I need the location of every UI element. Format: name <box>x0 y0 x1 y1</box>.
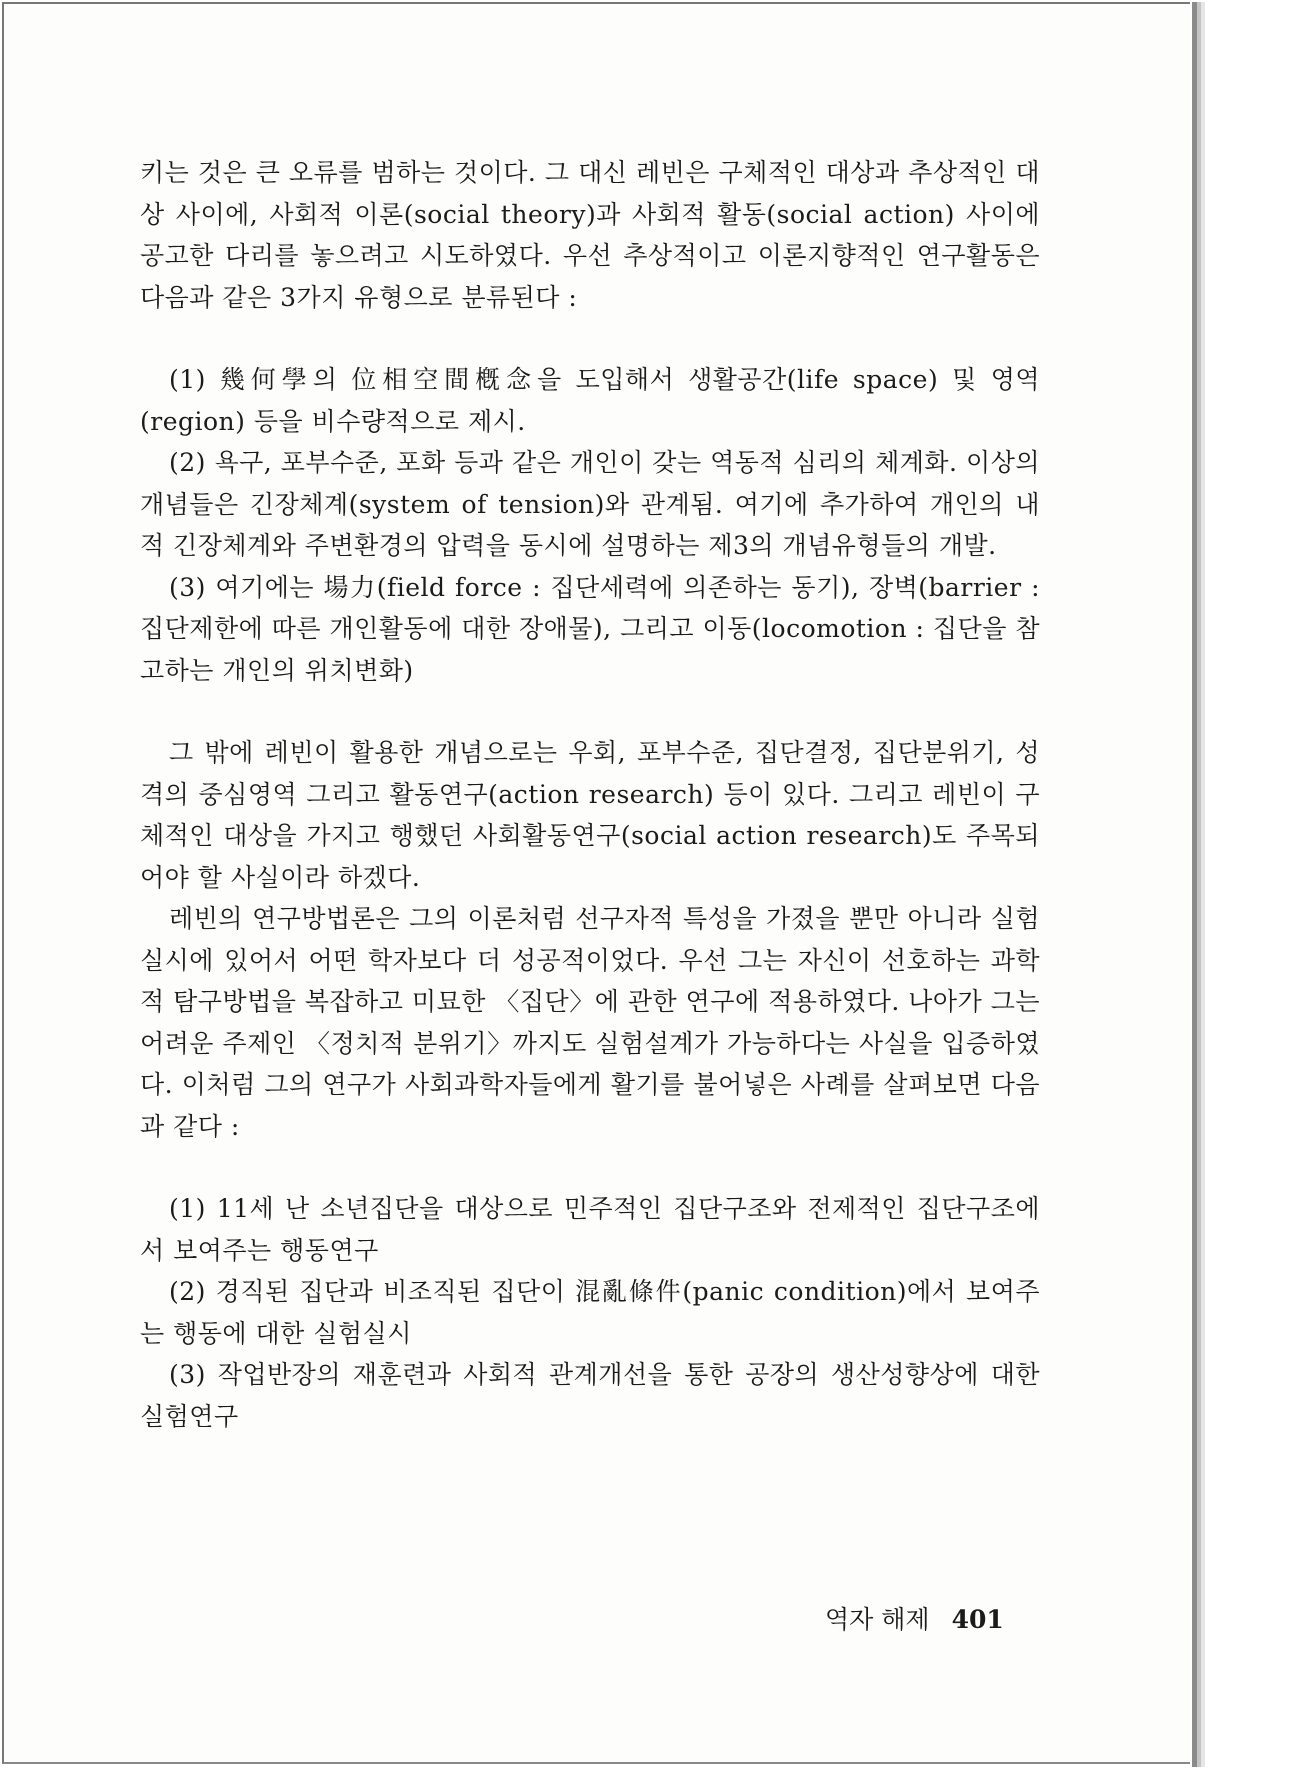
list-item: (1) 幾何學의 位相空間槪念을 도입해서 생활공간(life space) 및 영역(region) 등을 비수량적으로 제시. <box>140 365 1040 436</box>
page-footer <box>825 1600 1004 1636</box>
paragraph: 레빈의 연구방법론은 그의 이론처럼 선구자적 특성을 가졌을 뿐만 아니라 실험실시에 있어서 어떤 학자보다 더 성공적이었다. 우선 그는 자신이 선호하는 과학적 탐구방법을 복잡하고 미묘한 〈집단〉에 관한 연구에 적용하였다. 나아가 그는 어려운 주제인 〈정치적 분위기〉까지도 실험설계가 가능하다는 사실을 입증하였다. 이처럼 그의 연구가 사회과학자들에게 활기를 불어넣은 사례를 살펴보면 다음과 같다 : <box>140 904 1040 1141</box>
page-body <box>140 152 1040 1437</box>
running-footer-section: 역자 해제 <box>825 1605 930 1634</box>
page-edge-shadow-faint <box>1201 2 1205 1767</box>
paragraph-gap <box>140 691 1040 732</box>
list-item: (2) 욕구, 포부수준, 포화 등과 같은 개인이 갖는 역동적 심리의 체계화. 이상의 개념들은 긴장체계(system of tension)와 관계됨. 여기에 추가하여 개인의 내적 긴장체계와 주변환경의 압력을 동시에 설명하는 제3의 개념유형들의 개발. <box>140 448 1040 560</box>
paragraph: 그 밖에 레빈이 활용한 개념으로는 우회, 포부수준, 집단결정, 집단분위기, 성격의 중심영역 그리고 활동연구(action research) 등이 있다. 그리고 레빈이 구체적인 대상을 가지고 행했던 사회활동연구(social action research)도 주목되어야 할 사실이라 하겠다. <box>140 738 1040 892</box>
list-item: (3) 여기에는 場力(field force : 집단세력에 의존하는 동기), 장벽(barrier : 집단제한에 따른 개인활동에 대한 장애물), 그리고 이동(locomotion : 집단을 참고하는 개인의 위치변화) <box>140 572 1040 685</box>
paragraph-gap <box>140 318 1040 359</box>
paragraph: 키는 것은 큰 오류를 범하는 것이다. 그 대신 레빈은 구체적인 대상과 추상적인 대상 사이에, 사회적 이론(social theory)과 사회적 활동(social action) 사이에 공고한 다리를 놓으려고 시도하였다. 우선 추상적이고 이론지향적인 연구활동은 다음과 같은 3가지 유형으로 분류된다 : <box>140 158 1040 312</box>
list-item: (2) 경직된 집단과 비조직된 집단이 混亂條件(panic condition)에서 보여주는 행동에 대한 실험실시 <box>140 1277 1040 1348</box>
paragraph-gap <box>140 1147 1040 1188</box>
list-item: (3) 작업반장의 재훈련과 사회적 관계개선을 통한 공장의 생산성향상에 대한 실험연구 <box>140 1360 1040 1431</box>
list-item: (1) 11세 난 소년집단을 대상으로 민주적인 집단구조와 전제적인 집단구조에서 보여주는 행동연구 <box>140 1194 1040 1265</box>
page-number: 401 <box>951 1605 1004 1634</box>
